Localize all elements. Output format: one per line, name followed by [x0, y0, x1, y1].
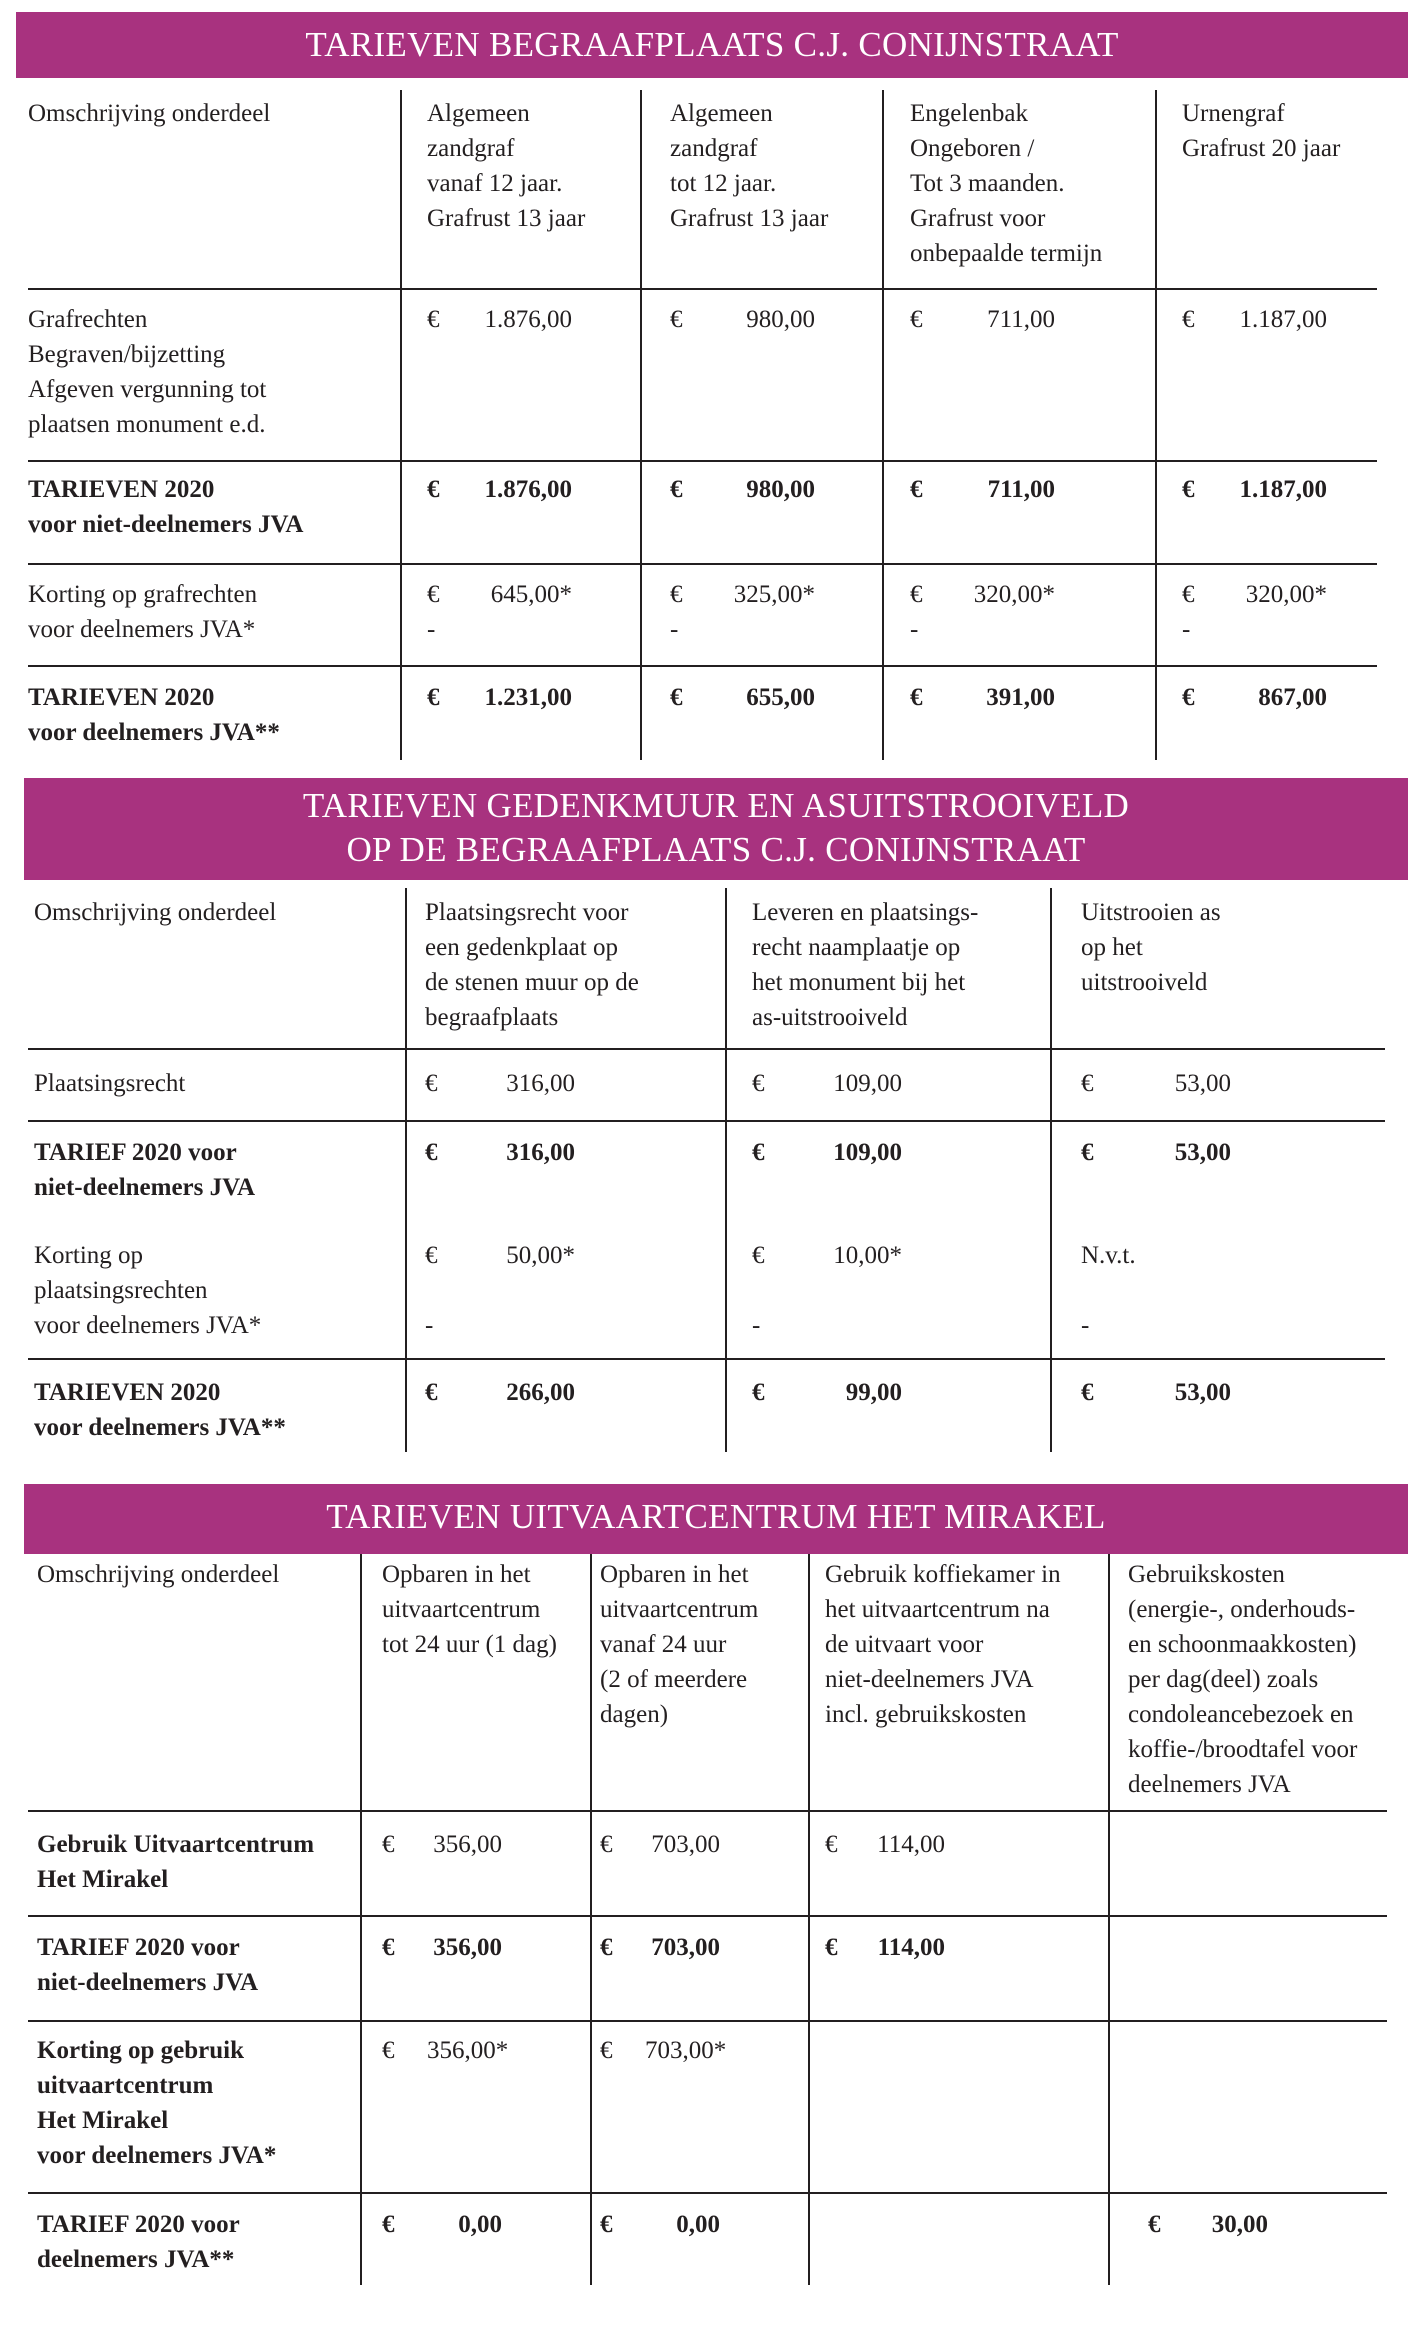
dash-mark: -	[752, 1312, 761, 1339]
row-label: Gebruik Uitvaartcentrum Het Mirakel	[37, 1831, 315, 1893]
table-cell-value: 1.187,00	[1239, 476, 1327, 503]
column-header: Omschrijving onderdeel	[34, 899, 277, 926]
row-divider	[28, 1810, 1387, 1812]
column-divider	[1050, 888, 1052, 1452]
table-cell-value: 711,00	[987, 306, 1055, 333]
table-cell-value: 356,00	[433, 1934, 502, 1961]
table-cell-value: 711,00	[987, 476, 1055, 503]
euro-symbol: €	[1182, 684, 1195, 711]
table-cell-value: 53,00	[1174, 1139, 1231, 1166]
euro-symbol: €	[1081, 1139, 1094, 1166]
euro-symbol: €	[1182, 476, 1195, 503]
table-cell-value: 703,00*	[645, 2037, 727, 2064]
table-cell-value: 703,00	[651, 1934, 720, 1961]
row-divider	[28, 1120, 1385, 1122]
euro-symbol: €	[752, 1070, 765, 1097]
table-cell-value: N.v.t.	[1081, 1242, 1136, 1269]
table-cell-value: 99,00	[845, 1379, 902, 1406]
table-cell-value: 316,00	[506, 1070, 575, 1097]
column-header: Urnengraf Grafrust 20 jaar	[1182, 100, 1341, 162]
row-divider	[28, 563, 1377, 565]
table-cell-value: 30,00	[1211, 2211, 1268, 2238]
euro-symbol: €	[427, 684, 440, 711]
table-cell-value: 109,00	[833, 1070, 902, 1097]
euro-symbol: €	[425, 1242, 438, 1269]
table-cell-value: 53,00	[1174, 1379, 1231, 1406]
column-header: Opbaren in het uitvaartcentrum tot 24 uur (1 dag)	[382, 1561, 557, 1658]
column-divider	[360, 1554, 362, 2285]
euro-symbol: €	[670, 476, 683, 503]
euro-symbol: €	[427, 476, 440, 503]
row-divider	[28, 2020, 1387, 2022]
table-cell-value: 1.876,00	[484, 476, 572, 503]
column-header: Algemeen zandgraf vanaf 12 jaar. Grafrust 13 jaar	[427, 100, 586, 232]
dash-mark: -	[1182, 616, 1191, 643]
row-label: Korting op plaatsingsrechten voor deelnemers JVA*	[34, 1242, 262, 1339]
row-divider	[28, 460, 1377, 462]
euro-symbol: €	[825, 1831, 838, 1858]
table-cell-value: 316,00	[506, 1139, 575, 1166]
euro-symbol: €	[752, 1242, 765, 1269]
row-label: Grafrechten Begraven/bijzetting Afgeven vergunning tot plaatsen monument e.d.	[28, 306, 267, 438]
row-label: TARIEVEN 2020 voor deelnemers JVA**	[34, 1379, 286, 1441]
column-divider	[1155, 90, 1157, 760]
row-divider	[28, 2192, 1387, 2194]
row-divider	[28, 1915, 1387, 1917]
header-divider	[28, 288, 1377, 290]
table-cell-value: 109,00	[833, 1139, 902, 1166]
row-label: TARIEF 2020 voor niet-deelnemers JVA	[34, 1139, 256, 1201]
section-2-title: TARIEVEN GEDENKMUUR EN ASUITSTROOIVELD OP DE BEGRAAFPLAATS C.J. CONIJNSTRAAT	[24, 778, 1408, 880]
euro-symbol: €	[670, 306, 683, 333]
section-3-title: TARIEVEN UITVAARTCENTRUM HET MIRAKEL	[24, 1484, 1408, 1554]
euro-symbol: €	[1148, 2211, 1161, 2238]
euro-symbol: €	[382, 1934, 395, 1961]
euro-symbol: €	[600, 2211, 613, 2238]
table-cell-value: 1.231,00	[484, 684, 572, 711]
column-header: Omschrijving onderdeel	[28, 100, 271, 127]
row-label: TARIEF 2020 voor niet-deelnemers JVA	[37, 1934, 259, 1996]
column-divider	[808, 1554, 810, 2285]
column-divider	[590, 1554, 592, 2285]
euro-symbol: €	[1081, 1070, 1094, 1097]
row-label: Korting op grafrechten voor deelnemers JVA*	[28, 581, 258, 643]
euro-symbol: €	[382, 2211, 395, 2238]
column-header: Omschrijving onderdeel	[37, 1561, 280, 1588]
table-cell-value: 266,00	[506, 1379, 575, 1406]
column-divider	[1108, 1554, 1110, 2285]
column-divider	[400, 90, 402, 760]
euro-symbol: €	[825, 1934, 838, 1961]
table-cell-value: 325,00*	[733, 581, 815, 608]
table-cell-value: 655,00	[746, 684, 815, 711]
table-cell-value: 114,00	[877, 1934, 945, 1961]
column-header: Plaatsingsrecht voor een gedenkplaat op de stenen muur op de begraafplaats	[425, 899, 639, 1031]
table-cell-value: 0,00	[676, 2211, 720, 2238]
euro-symbol: €	[425, 1379, 438, 1406]
dash-mark: -	[910, 616, 919, 643]
euro-symbol: €	[382, 1831, 395, 1858]
table-cell-value: 356,00	[433, 1831, 502, 1858]
row-divider	[28, 1048, 1385, 1050]
row-label: Korting op gebruik uitvaartcentrum Het Mirakel voor deelnemers JVA*	[37, 2037, 277, 2169]
table-cell-value: 114,00	[877, 1831, 945, 1858]
row-divider	[28, 1358, 1385, 1360]
dash-mark: -	[670, 616, 679, 643]
table-cell-value: 391,00	[986, 684, 1055, 711]
euro-symbol: €	[910, 476, 923, 503]
table-cell-value: 53,00	[1174, 1070, 1231, 1097]
row-label: TARIEVEN 2020 voor deelnemers JVA**	[28, 684, 280, 746]
euro-symbol: €	[670, 581, 683, 608]
euro-symbol: €	[752, 1379, 765, 1406]
table-cell-value: 703,00	[651, 1831, 720, 1858]
column-divider	[640, 90, 642, 760]
euro-symbol: €	[600, 1831, 613, 1858]
column-header: Leveren en plaatsings- recht naamplaatje op het monument bij het as-uitstrooiveld	[752, 899, 979, 1031]
euro-symbol: €	[600, 1934, 613, 1961]
euro-symbol: €	[427, 581, 440, 608]
euro-symbol: €	[910, 306, 923, 333]
table-cell-value: 1.187,00	[1239, 306, 1327, 333]
row-label: TARIEF 2020 voor deelnemers JVA**	[37, 2211, 240, 2273]
table-cell-value: 0,00	[458, 2211, 502, 2238]
table-cell-value: 980,00	[746, 306, 815, 333]
table-cell-value: 1.876,00	[484, 306, 572, 333]
euro-symbol: €	[600, 2037, 613, 2064]
column-divider	[882, 90, 884, 760]
dash-mark: -	[425, 1312, 434, 1339]
table-cell-value: 320,00*	[1245, 581, 1327, 608]
column-header: Gebruik koffiekamer in het uitvaartcentrum na de uitvaart voor niet-deelnemers JVA incl. gebruikskosten	[825, 1561, 1061, 1728]
table-cell-value: 867,00	[1258, 684, 1327, 711]
euro-symbol: €	[425, 1070, 438, 1097]
euro-symbol: €	[1182, 581, 1195, 608]
column-header: Uitstrooien as op het uitstrooiveld	[1081, 899, 1221, 996]
column-header: Algemeen zandgraf tot 12 jaar. Grafrust 13 jaar	[670, 100, 829, 232]
column-divider	[405, 888, 407, 1452]
table-cell-value: 320,00*	[973, 581, 1055, 608]
euro-symbol: €	[752, 1139, 765, 1166]
row-label: TARIEVEN 2020 voor niet-deelnemers JVA	[28, 476, 304, 538]
column-divider	[725, 888, 727, 1452]
section-1-title: TARIEVEN BEGRAAFPLAATS C.J. CONIJNSTRAAT	[16, 12, 1408, 78]
table-cell-value: 10,00*	[833, 1242, 902, 1269]
euro-symbol: €	[382, 2037, 395, 2064]
table-cell-value: 356,00*	[427, 2037, 509, 2064]
euro-symbol: €	[427, 306, 440, 333]
table-cell-value: 645,00*	[490, 581, 572, 608]
row-divider	[28, 665, 1377, 667]
euro-symbol: €	[1182, 306, 1195, 333]
euro-symbol: €	[1081, 1379, 1094, 1406]
row-label: Plaatsingsrecht	[34, 1070, 186, 1097]
column-header: Opbaren in het uitvaartcentrum vanaf 24 uur (2 of meerdere dagen)	[600, 1561, 759, 1728]
euro-symbol: €	[910, 581, 923, 608]
dash-mark: -	[1081, 1312, 1090, 1339]
dash-mark: -	[427, 616, 436, 643]
euro-symbol: €	[425, 1139, 438, 1166]
table-cell-value: 980,00	[746, 476, 815, 503]
column-header: Gebruikskosten (energie-, onderhouds- en schoonmaakkosten) per dag(deel) zoals condoleancebezoek en koffie-/broodtafel voor deelnemers JVA	[1128, 1561, 1358, 1798]
table-cell-value: 50,00*	[506, 1242, 575, 1269]
euro-symbol: €	[670, 684, 683, 711]
column-header: Engelenbak Ongeboren / Tot 3 maanden. Grafrust voor onbepaalde termijn	[910, 100, 1103, 267]
euro-symbol: €	[910, 684, 923, 711]
